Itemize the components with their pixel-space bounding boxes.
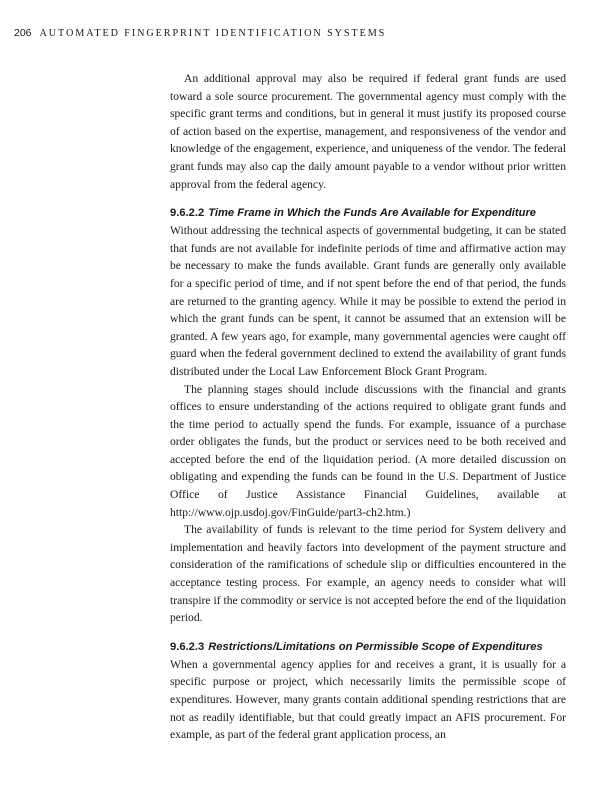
running-header	[14, 27, 386, 39]
intro-paragraph: An additional approval may also be required if federal grant funds are used toward a sole source procurement. The governmental agency must comply with the specific grant terms and conditions, but in general it must justify its proposed course of action based on the expertise, management, and responsiveness of the vendor and knowledge of the engagement, experience, and uniqueness of the vendor. The federal grant funds may also cap the daily amount payable to a vendor without prior written approval from the federal agency.	[170, 72, 566, 191]
paragraph: When a governmental agency applies for and receives a grant, it is usually for a specific purpose or project, which necessarily limits the permissible scope of expenditures. However, many grants contain additional spending restrictions that are not as readily identifiable, but that could greatly impact an AFIS procurement. For example, as part of the federal grant application process, an	[170, 657, 566, 742]
book-title: AUTOMATED FINGERPRINT IDENTIFICATION SYSTEMS	[39, 28, 387, 39]
section-title: Restrictions/Limitations on Permissible Scope of Expenditures	[208, 640, 543, 653]
page-body	[170, 70, 566, 744]
section-number: 9.6.2.3	[170, 640, 205, 653]
paragraph: The availability of funds is relevant to the time period for System delivery and implementation and heavily factors into development of the payment structure and consideration of the ramifications of schedule slip or difficulties encountered in the acceptance testing process. For example, an agency needs to consider what will transpire if the commodity or service is not accepted before the end of the liquidation period.	[170, 523, 566, 625]
section-number: 9.6.2.2	[170, 207, 205, 220]
paragraph: The planning stages should include discussions with the financial and grants offices to ensure understanding of the actions required to obligate grant funds and the time period to actually spend the funds. For example, issuance of a purchase order obligates the funds, but the product or services need to be both received and accepted before the end of the liquidation period. (A more detailed discussion on obligating and expending the funds can be found in the U.S. Department of Justice Office of Justice Assistance Financial Guidelines, available at http://www.ojp.usdoj.gov/FinGuide/part3-ch2.htm.)	[170, 382, 566, 519]
section-heading-9623	[170, 639, 566, 655]
section-title: Time Frame in Which the Funds Are Available for Expenditure	[208, 207, 537, 220]
paragraph: Without addressing the technical aspects of governmental budgeting, it can be stated that funds are not available for indefinite periods of time and affirmative action may be necessary to make the funds available. Grant funds are generally only available for a specific period of time, and if not spent before the end of that period, the funds are returned to the granting agency. While it may be possible to extend the period in which the grant funds can be spent, it cannot be assumed that an extension will be granted. A few years ago, for example, many governmental agencies were caught off guard when the federal government declined to extend the availability of grant funds distributed under the Local Law Enforcement Block Grant Program.	[170, 224, 566, 378]
page-number: 206	[14, 27, 32, 39]
section-heading-9622	[170, 205, 566, 221]
